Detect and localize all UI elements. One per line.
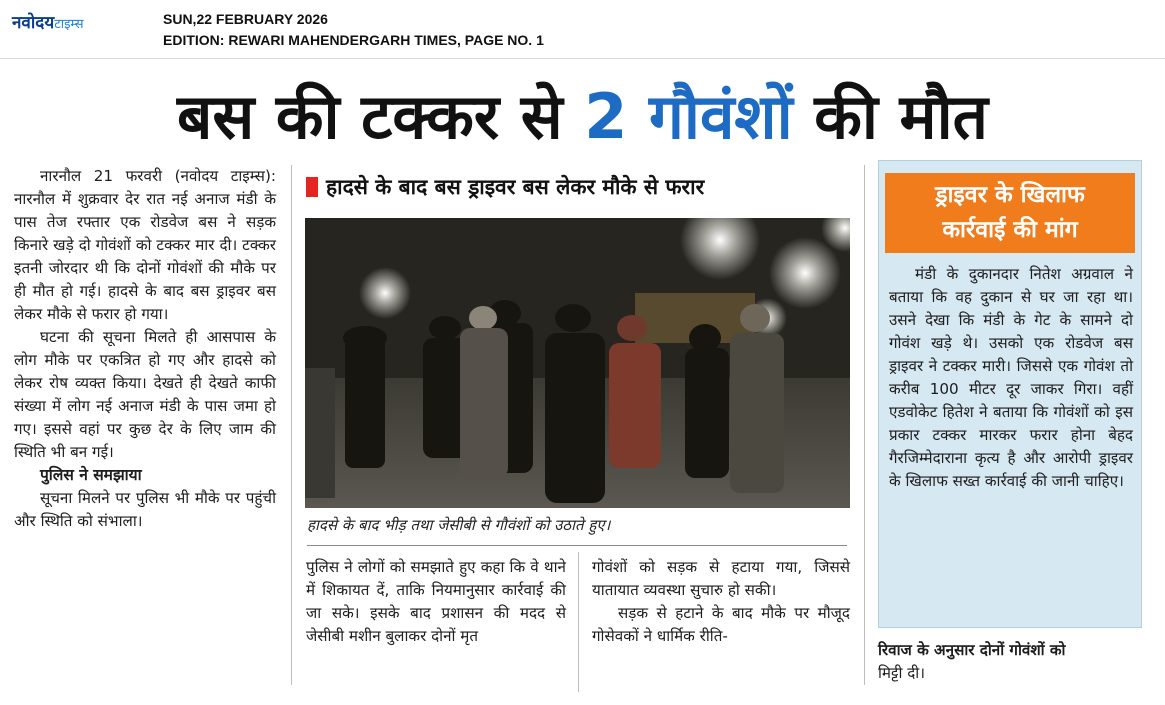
side-box <box>878 160 1142 628</box>
headline-part-1: बस की टक्कर से <box>177 80 585 153</box>
masthead-bar <box>0 0 1165 59</box>
column3-paragraph-2: सड़क से हटाने के बाद मौके पर मौजूद गोसेवकों ने धार्मिक रीति- <box>592 604 850 645</box>
photo-caption: हादसे के बाद भीड़ तथा जेसीबी से गौवंशों को उठाते हुए। <box>307 516 611 534</box>
red-square-marker <box>306 177 318 197</box>
caption-rule <box>307 545 847 546</box>
newspaper-logo <box>12 10 84 36</box>
column1-paragraph-2: घटना की सूचना मिलते ही आसपास के लोग मौके पर एकत्रित हो गए और हादसे को लेकर रोष व्यक्त किया। देखते ही देखते काफी संख्या में लोग नई अनाज मंडी के पास जमा हो गए। इससे वहां पर कुछ देर के लिए जाम की स्थिति भी बन गई। <box>14 328 276 461</box>
column3-paragraph-1: गोवंशों को सड़क से हटाया गया, जिससे यातायात व्यवस्था सुचारु हो सकी। <box>592 558 850 599</box>
side-box-body <box>889 263 1133 493</box>
headline-highlight: 2 गौवंशों <box>584 80 793 153</box>
sub-headline-text: हादसे के बाद बस ड्राइवर बस लेकर मौके से फरार <box>326 175 705 199</box>
article-continuation <box>878 639 1140 685</box>
continuation-line-1: रिवाज के अनुसार दोनों गोवंशों को <box>878 641 1066 659</box>
logo-main-text: नवोदय <box>12 13 55 33</box>
continuation-line-2: मिट्टी दी। <box>878 664 925 682</box>
article-column-1 <box>14 165 276 533</box>
side-box-heading <box>885 173 1135 253</box>
column1-paragraph-1: नारनौल 21 फरवरी (नवोदय टाइम्स): नारनौल में शुक्रवार देर रात नई अनाज मंडी के पास तेज रफ्तार एक रोडवेज बस ने सड़क किनारे खड़े दो गोवंशों को टक्कर मार दी। टक्कर इतनी जोरदार थी कि दोनों गोवंशों की मौके पर ही मौत हो गई। हादसे के बाद बस ड्राइवर बस लेकर मौके से फरार हो गया। <box>14 167 276 323</box>
column2-paragraph-1: पुलिस ने लोगों को समझाते हुए कहा कि वे थाने में शिकायत दें, ताकि नियमानुसार कार्रवाई की जा सके। इसके बाद प्रशासन की मदद से जेसीबी मशीन बुलाकर दोनों मृत <box>306 558 566 645</box>
edition-info: EDITION: REWARI MAHENDERGARH TIMES, PAGE NO. 1 <box>163 32 544 48</box>
side-box-heading-line-2: कार्रवाई की मांग <box>942 217 1078 243</box>
column-divider-3 <box>864 165 865 685</box>
edition-meta <box>163 9 544 51</box>
side-box-heading-line-1: ड्राइवर के खिलाफ <box>935 182 1085 208</box>
column1-subheading: पुलिस ने समझाया <box>40 466 142 484</box>
article-column-3 <box>592 556 850 648</box>
column1-paragraph-3: सूचना मिलने पर पुलिस भी मौके पर पहुंची और स्थिति को संभाला। <box>14 489 276 530</box>
issue-date: SUN,22 FEBRUARY 2026 <box>163 11 328 27</box>
headline-part-3: की मौत <box>792 80 988 153</box>
logo-accent-text: टाइम्स <box>54 17 84 32</box>
column-divider-2 <box>578 552 579 692</box>
column-divider-1 <box>291 165 292 685</box>
sub-headline <box>306 170 704 204</box>
side-box-paragraph: मंडी के दुकानदार नितेश अग्रवाल ने बताया कि वह दुकान से घर जा रहा था। उसने देखा कि मंडी के गेट के सामने दो गोवंश खड़े थे। उसको एक रोडवेज बस ड्राइवर ने टक्कर मारी। जिससे एक गोवंश तो करीब 100 मीटर दूर जाकर गिरा। वहीं एडवोकेट हितेश ने बताया कि गोवंशों को इस प्रकार टक्कर मारकर फरार होना बेहद गैरजिम्मेदाराना कृत्य है और आरोपी ड्राइवर के खिलाफ सख्त कार्रवाई की जानी चाहिए। <box>889 265 1133 490</box>
news-photo <box>305 218 850 508</box>
article-column-2 <box>306 556 566 648</box>
main-headline <box>0 76 1165 158</box>
crowd-night-photo <box>305 218 850 508</box>
